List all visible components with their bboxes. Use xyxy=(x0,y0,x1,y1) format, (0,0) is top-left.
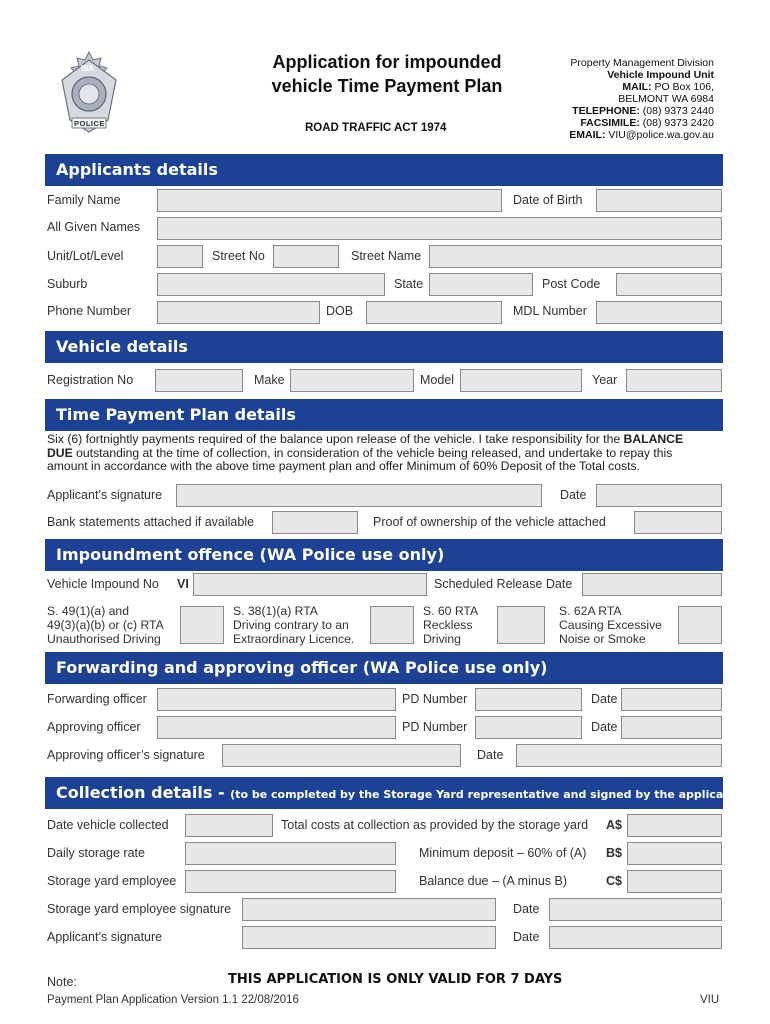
section-collection-details xyxy=(45,777,742,809)
suburb-label: Suburb xyxy=(47,277,88,291)
applicant-sig-date-label: Date xyxy=(513,930,540,944)
total-costs-label: Total costs at collection as provided by the storage yard xyxy=(281,818,589,832)
release-date-label: Scheduled Release Date xyxy=(434,577,573,591)
logo-initials: WA xyxy=(81,64,94,73)
street-name-input[interactable] xyxy=(429,245,722,268)
collection-title: Collection details - xyxy=(56,783,225,802)
collection-note: (to be completed by the Storage Yard representative and signed by the applicant) xyxy=(230,788,742,801)
offence-s62a-label: S. 62A RTA Causing Excessive Noise or Smoke xyxy=(559,604,662,646)
contact-telephone: TELEPHONE: (08) 9373 2440 xyxy=(572,105,714,117)
proof-ownership-label: Proof of ownership of the vehicle attached xyxy=(373,515,606,529)
logo-text: POLICE xyxy=(74,119,105,128)
contact-fax: FACSIMILE: (08) 9373 2420 xyxy=(580,117,714,129)
state-input[interactable] xyxy=(429,273,533,296)
viu-code: VIU xyxy=(700,994,720,1006)
balance-due-input[interactable] xyxy=(627,870,722,893)
street-no-input[interactable] xyxy=(273,245,339,268)
tpp-terms-paragraph: Six (6) fortnightly payments required of the balance upon release of the vehicle. I take responsibility for the BALANCE DUE outstanding at the time of collection, in consideration of the vehicle being released, and undertake to repay this amount in accordance with the above time payment plan and offer Minimum of 60% Deposit of the Total costs. xyxy=(47,432,684,473)
employee-sig-date-input[interactable] xyxy=(549,898,722,921)
approving-officer-label: Approving officer xyxy=(47,720,141,734)
contact-block xyxy=(569,57,714,141)
year-input[interactable] xyxy=(626,369,722,392)
date-collected-input[interactable] xyxy=(185,814,273,837)
fwd-pd-number-label: PD Number xyxy=(402,692,468,706)
app-pd-number-input[interactable] xyxy=(475,716,582,739)
offence-s60-label: S. 60 RTA Reckless Driving xyxy=(423,604,479,646)
fwd-date-label: Date xyxy=(591,692,618,706)
fwd-date-input[interactable] xyxy=(621,688,722,711)
section-time-payment-plan: Time Payment Plan details xyxy=(45,399,723,431)
forwarding-officer-label: Forwarding officer xyxy=(47,692,147,706)
road-traffic-act: ROAD TRAFFIC ACT 1974 xyxy=(305,122,447,134)
model-input[interactable] xyxy=(460,369,582,392)
street-name-label: Street Name xyxy=(351,249,422,263)
daily-rate-input[interactable] xyxy=(185,842,396,865)
bank-statements-box[interactable] xyxy=(272,511,358,534)
family-name-input[interactable] xyxy=(157,189,502,212)
offence-s62a-checkbox[interactable] xyxy=(678,606,722,644)
tpp-date-input[interactable] xyxy=(596,484,722,507)
offence-s38-checkbox[interactable] xyxy=(370,606,414,644)
year-label: Year xyxy=(592,373,618,387)
contact-division: Property Management Division xyxy=(570,57,714,69)
section-vehicle-details: Vehicle details xyxy=(45,331,723,363)
employee-signature-label: Storage yard employee signature xyxy=(47,902,232,916)
date-of-birth-label: Date of Birth xyxy=(513,193,583,207)
form-title-line2: vehicle Time Payment Plan xyxy=(271,76,503,96)
balance-due-label: Balance due – (A minus B) xyxy=(419,874,567,888)
forwarding-officer-input[interactable] xyxy=(157,688,396,711)
mdl-number-label: MDL Number xyxy=(513,304,587,318)
dob-label: DOB xyxy=(326,304,354,318)
collection-applicant-signature-label: Applicant’s signature xyxy=(47,930,163,944)
contact-unit: Vehicle Impound Unit xyxy=(607,69,714,81)
dob-input[interactable] xyxy=(366,301,502,324)
approving-officer-input[interactable] xyxy=(157,716,396,739)
given-names-input[interactable] xyxy=(157,217,722,240)
date-of-birth-input[interactable] xyxy=(596,189,722,212)
applicant-signature-input[interactable] xyxy=(176,484,542,507)
validity-notice: THIS APPLICATION IS ONLY VALID FOR 7 DAYS xyxy=(228,972,563,987)
collection-applicant-signature-input[interactable] xyxy=(242,926,496,949)
impound-no-input[interactable] xyxy=(193,573,427,596)
daily-rate-label: Daily storage rate xyxy=(47,846,145,860)
bank-statements-label: Bank statements attached if available xyxy=(47,515,255,529)
contact-city: BELMONT WA 6984 xyxy=(618,93,714,105)
version-text: Payment Plan Application Version 1.1 22/08/2016 xyxy=(47,994,299,1006)
section-impoundment-offence: Impoundment offence (WA Police use only) xyxy=(45,539,723,571)
offence-s60-checkbox[interactable] xyxy=(497,606,545,644)
post-code-input[interactable] xyxy=(616,273,722,296)
date-collected-label: Date vehicle collected xyxy=(47,818,169,832)
applicant-signature-label: Applicant’s signature xyxy=(47,488,163,502)
employee-signature-input[interactable] xyxy=(242,898,496,921)
b-dollar-label: B$ xyxy=(606,846,622,860)
impound-no-label: Vehicle Impound No xyxy=(47,577,159,591)
tpp-date-label: Date xyxy=(560,488,587,502)
release-date-input[interactable] xyxy=(582,573,722,596)
suburb-input[interactable] xyxy=(157,273,385,296)
contact-email: EMAIL: VIU@police.wa.gov.au xyxy=(569,129,714,141)
form-title-line1: Application for impounded xyxy=(272,52,502,72)
min-deposit-input[interactable] xyxy=(627,842,722,865)
storage-employee-label: Storage yard employee xyxy=(47,874,177,888)
make-input[interactable] xyxy=(290,369,414,392)
state-label: State xyxy=(394,277,424,291)
section-applicants-details: Applicants details xyxy=(45,154,723,186)
c-dollar-label: C$ xyxy=(606,874,622,888)
section-forwarding-approving: Forwarding and approving officer (WA Police use only) xyxy=(45,652,723,684)
unit-lot-level-input[interactable] xyxy=(157,245,203,268)
phone-number-input[interactable] xyxy=(157,301,320,324)
min-deposit-label: Minimum deposit – 60% of (A) xyxy=(419,846,587,860)
model-label: Model xyxy=(420,373,455,387)
family-name-label: Family Name xyxy=(47,193,121,207)
total-costs-input[interactable] xyxy=(627,814,722,837)
mdl-number-input[interactable] xyxy=(596,301,722,324)
applicant-sig-date-input[interactable] xyxy=(549,926,722,949)
app-sig-date-input[interactable] xyxy=(516,744,722,767)
registration-no-input[interactable] xyxy=(155,369,243,392)
offence-s49-checkbox[interactable] xyxy=(180,606,224,644)
note-label: Note: xyxy=(47,975,77,989)
app-sig-date-label: Date xyxy=(477,748,504,762)
given-names-label: All Given Names xyxy=(47,220,141,234)
offence-s38-label: S. 38(1)(a) RTA Driving contrary to an Extraordinary Licence. xyxy=(233,604,355,646)
post-code-label: Post Code xyxy=(542,277,601,291)
fwd-pd-number-input[interactable] xyxy=(475,688,582,711)
street-no-label: Street No xyxy=(212,249,265,263)
approving-signature-label: Approving officer’s signature xyxy=(47,748,205,762)
phone-number-label: Phone Number xyxy=(47,304,132,318)
proof-ownership-box[interactable] xyxy=(634,511,722,534)
registration-no-label: Registration No xyxy=(47,373,134,387)
contact-mail: MAIL: PO Box 106, xyxy=(622,81,714,93)
unit-lot-level-label: Unit/Lot/Level xyxy=(47,249,124,263)
police-logo xyxy=(56,50,122,136)
employee-sig-date-label: Date xyxy=(513,902,540,916)
approving-signature-input[interactable] xyxy=(222,744,461,767)
app-date-label: Date xyxy=(591,720,618,734)
make-label: Make xyxy=(254,373,285,387)
storage-employee-input[interactable] xyxy=(185,870,396,893)
app-pd-number-label: PD Number xyxy=(402,720,468,734)
vi-prefix: VI xyxy=(177,577,189,591)
a-dollar-label: A$ xyxy=(606,818,622,832)
offence-s49-label: S. 49(1)(a) and 49(3)(a)(b) or (c) RTA Unauthorised Driving xyxy=(47,604,164,646)
app-date-input[interactable] xyxy=(621,716,722,739)
